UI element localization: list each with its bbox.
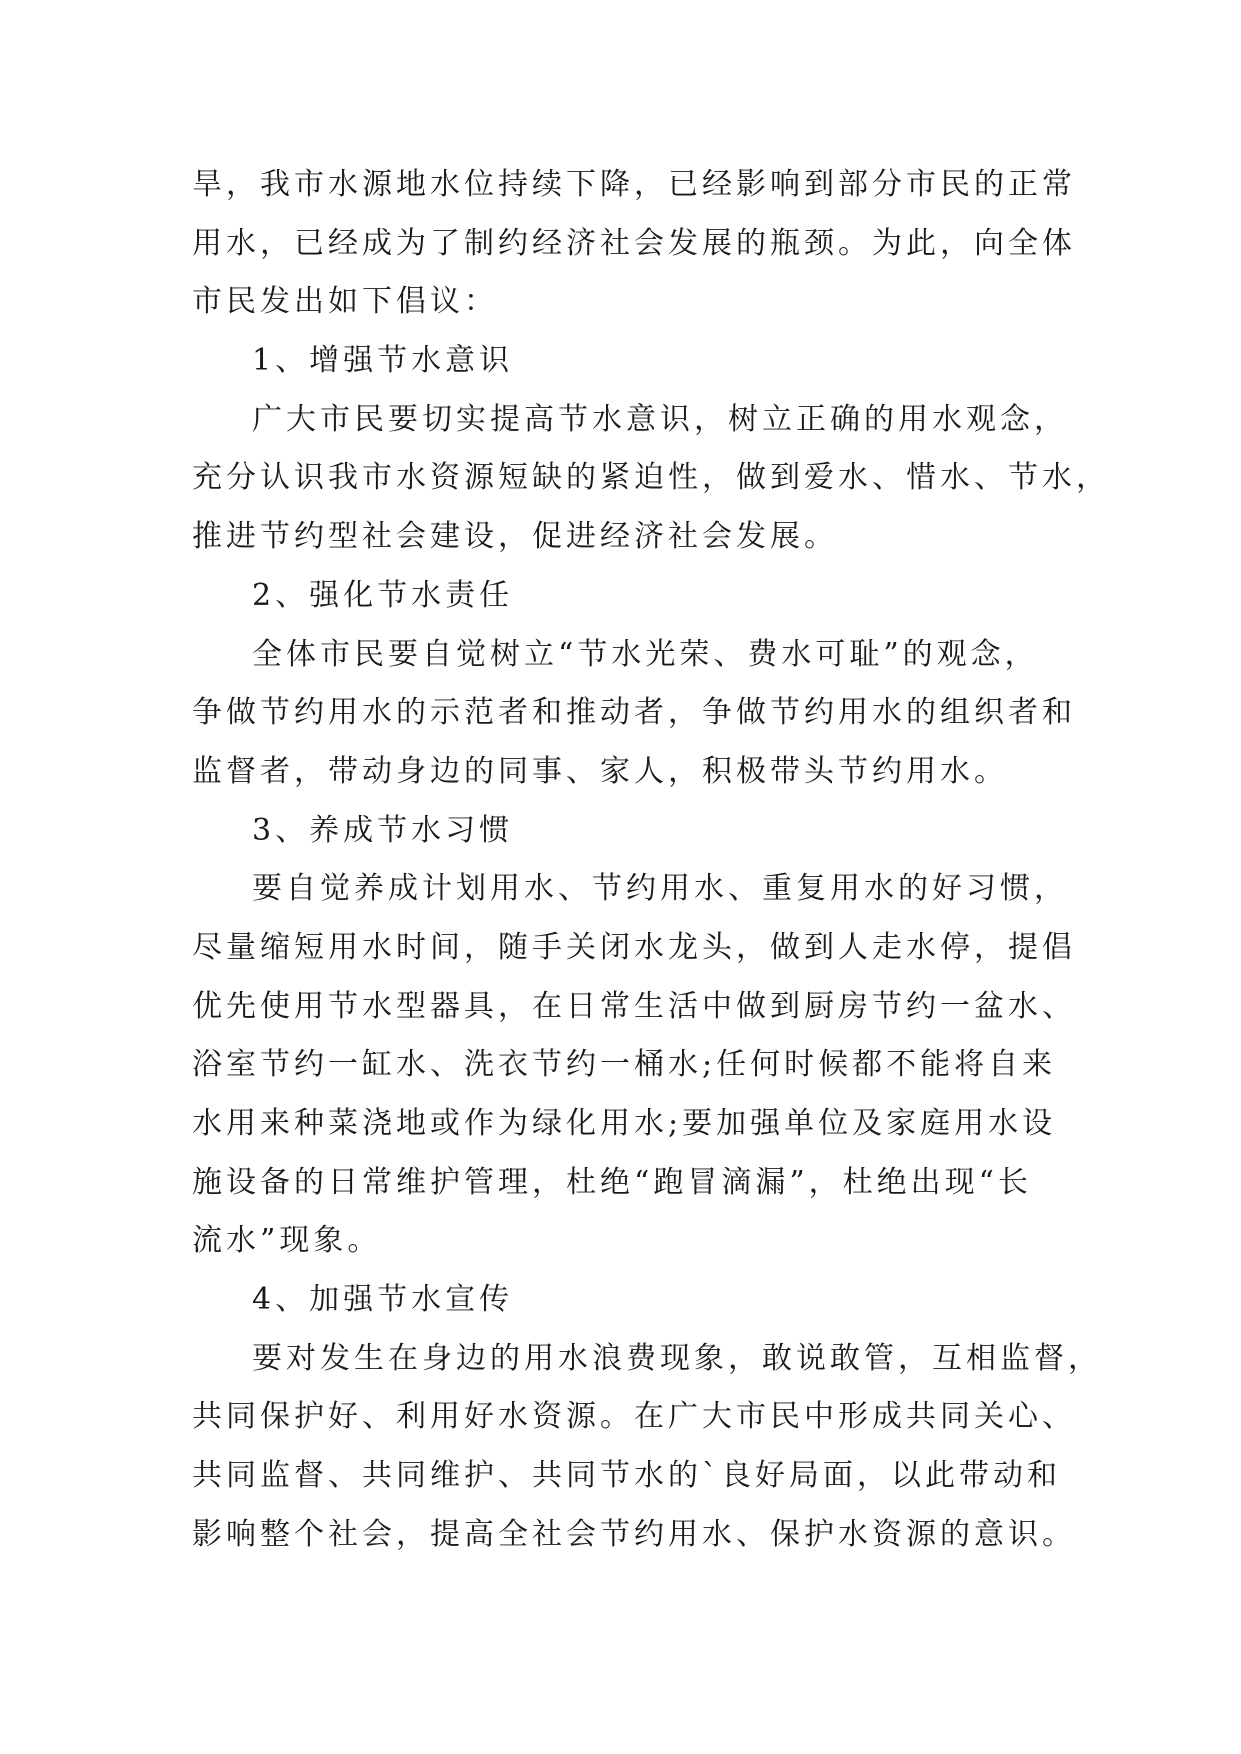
section-4-paragraph-line: 共同保护好、利用好水资源。在广大市民中形成共同关心、 bbox=[192, 1399, 1076, 1435]
section-4-paragraph-line: 共同监督、共同维护、共同节水的`良好局面，以此带动和 bbox=[192, 1458, 1061, 1494]
section-3-paragraph-line: 优先使用节水型器具，在日常生活中做到厨房节约一盆水、 bbox=[192, 988, 1076, 1024]
section-3-paragraph-line: 流水”现象。 bbox=[192, 1223, 382, 1259]
section-heading-1: 1、增强节水意识 bbox=[252, 343, 514, 379]
section-3-paragraph-line: 尽量缩短用水时间，随手关闭水龙头，做到人走水停，提倡 bbox=[192, 929, 1076, 965]
paragraph-continuation-line: 市民发出如下倡议： bbox=[192, 284, 498, 320]
section-3-paragraph-line: 要自觉养成计划用水、节约用水、重复用水的好习惯， bbox=[252, 871, 1068, 907]
section-2-paragraph-line: 监督者，带动身边的同事、家人，积极带头节约用水。 bbox=[192, 753, 1008, 789]
section-2-paragraph-line: 争做节约用水的示范者和推动者，争做节约用水的组织者和 bbox=[192, 695, 1076, 731]
section-heading-3: 3、养成节水习惯 bbox=[252, 812, 514, 848]
section-3-paragraph-line: 施设备的日常维护管理，杜绝“跑冒滴漏”，杜绝出现“长 bbox=[192, 1164, 1033, 1200]
section-4-paragraph-line: 影响整个社会，提高全社会节约用水、保护水资源的意识。 bbox=[192, 1516, 1076, 1552]
paragraph-continuation-line: 旱，我市水源地水位持续下降，已经影响到部分市民的正常 bbox=[192, 167, 1076, 202]
section-3-paragraph-line: 浴室节约一缸水、洗衣节约一桶水;任何时候都不能将自来 bbox=[192, 1047, 1057, 1083]
section-heading-2: 2、强化节水责任 bbox=[252, 577, 514, 613]
section-heading-4: 4、加强节水宣传 bbox=[252, 1282, 514, 1318]
section-3-paragraph-line: 水用来种菜浇地或作为绿化用水;要加强单位及家庭用水设 bbox=[192, 1106, 1057, 1141]
paragraph-continuation-line: 用水，已经成为了制约经济社会发展的瓶颈。为此，向全体 bbox=[192, 225, 1076, 261]
section-4-paragraph-line: 要对发生在身边的用水浪费现象，敢说敢管，互相监督， bbox=[252, 1340, 1102, 1376]
document-page bbox=[192, 156, 1110, 1565]
section-2-paragraph-line: 全体市民要自觉树立“节水光荣、费水可耻”的观念， bbox=[252, 636, 1039, 672]
section-1-paragraph-line: 充分认识我市水资源短缺的紧迫性，做到爱水、惜水、节水， bbox=[192, 460, 1110, 496]
section-1-paragraph-line: 推进节约型社会建设，促进经济社会发展。 bbox=[192, 519, 838, 555]
section-1-paragraph-line: 广大市民要切实提高节水意识，树立正确的用水观念， bbox=[252, 401, 1068, 437]
